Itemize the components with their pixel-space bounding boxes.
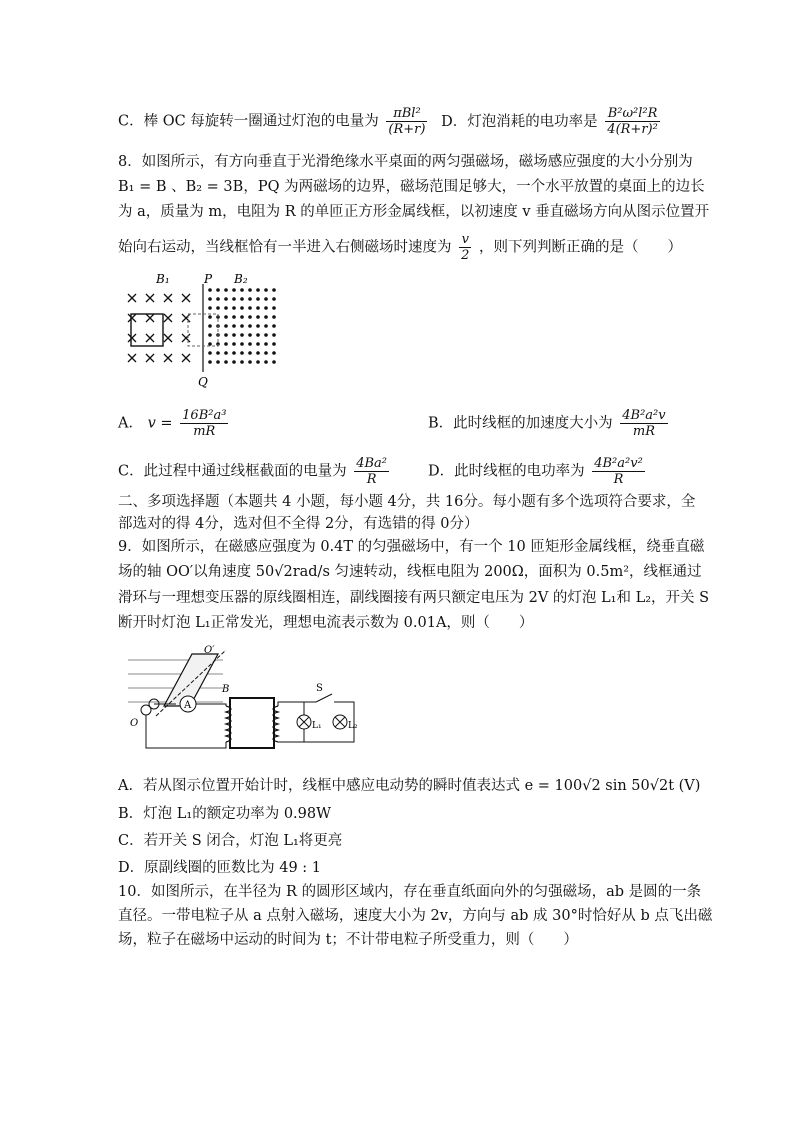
field-dot-symbol [248, 342, 252, 346]
q8-option-a-fraction [180, 408, 228, 439]
field-dot-symbol [208, 333, 212, 337]
q7-options-cd [118, 106, 663, 137]
q8-label-q: Q [198, 375, 208, 389]
field-cross-symbol [128, 294, 136, 302]
q9-switch-gap [316, 698, 334, 706]
q8-option-c-fraction [354, 456, 389, 487]
field-dot-symbol [272, 333, 276, 337]
q7-option-d-numerator: B²ω²l²R [605, 106, 660, 122]
field-dot-symbol [264, 306, 268, 310]
field-dot-symbol [216, 288, 220, 292]
field-dot-symbol [272, 324, 276, 328]
q9-label-b: B [222, 684, 230, 695]
q8-label-p: P [204, 272, 213, 286]
q9-option-d: D．原副线圈的匝数比为 49 : 1 [118, 860, 322, 876]
field-dot-symbol [248, 351, 252, 355]
q8-field-crosses [128, 294, 190, 362]
field-dot-symbol [256, 288, 260, 292]
q8-label-b2: B₂ [234, 272, 248, 286]
q8-option-a-text: A． [118, 415, 143, 432]
field-dot-symbol [232, 342, 236, 346]
field-cross-symbol [182, 334, 190, 342]
q8-option-c [118, 456, 392, 487]
field-dot-symbol [256, 342, 260, 346]
field-dot-symbol [256, 324, 260, 328]
q9-stem-line-4: 断开时灯泡 L₁正常发光，理想电流表示数为 0.01A，则（ ） [118, 615, 534, 631]
q7-option-c-denominator: (R+r) [388, 122, 426, 137]
q9-label-axis: O′ [204, 645, 215, 656]
field-cross-symbol [146, 314, 154, 322]
field-dot-symbol [224, 306, 228, 310]
q7-option-c-fraction [386, 106, 427, 137]
field-dot-symbol [232, 333, 236, 337]
field-dot-symbol [240, 297, 244, 301]
field-dot-symbol [208, 342, 212, 346]
field-cross-symbol [164, 354, 172, 362]
field-dot-symbol [256, 351, 260, 355]
field-cross-symbol [182, 314, 190, 322]
field-dot-symbol [224, 288, 228, 292]
q9-stem-line-3: 滑环与一理想变压器的原线圈相连，副线圈接有两只额定电压为 2V 的灯泡 L₁和 L₂，开关 S [118, 590, 710, 606]
field-dot-symbol [216, 351, 220, 355]
field-dot-symbol [264, 315, 268, 319]
field-cross-symbol [128, 334, 136, 342]
field-dot-symbol [224, 342, 228, 346]
field-cross-symbol [146, 294, 154, 302]
field-dot-symbol [232, 324, 236, 328]
field-dot-symbol [240, 288, 244, 292]
field-dot-symbol [256, 360, 260, 364]
q7-option-d-text: D．灯泡消耗的电功率是 [441, 113, 598, 130]
field-dot-symbol [240, 315, 244, 319]
field-dot-symbol [272, 342, 276, 346]
field-cross-symbol [128, 354, 136, 362]
field-dot-symbol [272, 297, 276, 301]
field-dot-symbol [216, 306, 220, 310]
q10-stem-line-3: 场，粒子在磁场中运动的时间为 t；不计带电粒子所受重力，则（ ） [118, 932, 578, 948]
field-dot-symbol [256, 306, 260, 310]
q9-transformer-circuit-figure [118, 644, 366, 756]
q8-stem-line-4 [118, 232, 682, 263]
field-dot-symbol [224, 351, 228, 355]
q8-option-c-numerator: 4Ba² [356, 456, 387, 471]
field-dot-symbol [240, 324, 244, 328]
field-dot-symbol [208, 360, 212, 364]
q9-option-c: C．若开关 S 闭合，灯泡 L₁将更亮 [118, 833, 343, 849]
field-dot-symbol [264, 288, 268, 292]
field-dot-symbol [240, 360, 244, 364]
q9-option-a: A．若从图示位置开始计时，线框中感应电动势的瞬时值表达式 e = 100√2 sin 50√2t (V) [118, 778, 701, 794]
q8-stem-line-3: 为 a，质量为 m，电阻为 R 的单匝正方形金属线框，以初速度 v 垂直磁场方向从图示位置开 [118, 204, 710, 220]
field-dot-symbol [232, 288, 236, 292]
field-dot-symbol [224, 315, 228, 319]
field-dot-symbol [272, 351, 276, 355]
q10-stem-line-1: 10．如图所示，在半径为 R 的圆形区域内，存在垂直纸面向外的匀强磁场，ab 是圆的一条 [118, 884, 702, 900]
field-dot-symbol [264, 333, 268, 337]
q9-label-l2: L₂ [348, 721, 358, 731]
field-cross-symbol [164, 294, 172, 302]
field-dot-symbol [256, 333, 260, 337]
q7-option-c-text: C．棒 OC 每旋转一圈通过灯泡的电量为 [118, 113, 379, 130]
field-cross-symbol [146, 334, 154, 342]
field-dot-symbol [272, 288, 276, 292]
q8-option-d-text: D．此时线框的电功率为 [428, 463, 585, 480]
field-dot-symbol [232, 297, 236, 301]
field-cross-symbol [182, 294, 190, 302]
field-dot-symbol [232, 315, 236, 319]
field-dot-symbol [240, 333, 244, 337]
field-dot-symbol [248, 297, 252, 301]
field-dot-symbol [264, 360, 268, 364]
field-dot-symbol [240, 342, 244, 346]
q9-stem-line-2: 场的轴 OO′以角速度 50√2rad/s 匀速转动，线框电阻为 200Ω，面积为 0.5m²，线框通过 [118, 564, 702, 580]
q8-option-c-denominator: R [366, 472, 377, 487]
field-cross-symbol [182, 354, 190, 362]
q9-label-s: S [316, 683, 323, 694]
field-dot-symbol [208, 297, 212, 301]
field-cross-symbol [164, 314, 172, 322]
q8-option-b-fraction [620, 408, 667, 439]
field-cross-symbol [164, 334, 172, 342]
field-dot-symbol [224, 333, 228, 337]
field-dot-symbol [248, 306, 252, 310]
field-dot-symbol [224, 324, 228, 328]
field-dot-symbol [208, 306, 212, 310]
field-cross-symbol [146, 354, 154, 362]
field-dot-symbol [264, 342, 268, 346]
field-dot-symbol [272, 360, 276, 364]
q8-option-d-denominator: R [613, 472, 624, 487]
field-dot-symbol [224, 360, 228, 364]
field-dot-symbol [256, 315, 260, 319]
q8-stem-line-4b: ，则下列判断正确的是（ ） [479, 239, 682, 256]
field-dot-symbol [232, 360, 236, 364]
q8-speed-denominator: 2 [461, 248, 470, 263]
field-dot-symbol [208, 288, 212, 292]
field-dot-symbol [264, 297, 268, 301]
q8-option-d [428, 456, 648, 487]
field-dot-symbol [272, 306, 276, 310]
q9-label-l1: L₁ [312, 721, 322, 731]
q8-stem-line-4a: 始向右运动，当线框恰有一半进入右侧磁场时速度为 [118, 239, 452, 256]
field-dot-symbol [248, 315, 252, 319]
q10-stem-line-2: 直径。一带电粒子从 a 点射入磁场，速度大小为 2v，方向与 ab 成 30°时恰好从 b 点飞出磁 [118, 908, 713, 924]
q8-label-b1: B₁ [156, 272, 170, 286]
q7-option-d-fraction [605, 106, 660, 137]
field-dot-symbol [224, 297, 228, 301]
q8-option-a-denominator: mR [193, 424, 216, 439]
q8-option-b [428, 408, 671, 439]
q8-option-b-text: B．此时线框的加速度大小为 [428, 415, 613, 432]
q7-option-d-denominator: 4(R+r)² [607, 122, 658, 137]
field-dot-symbol [232, 306, 236, 310]
q7-option-c-numerator: πBl² [386, 106, 427, 122]
section2-heading-line-2: 部选对的得 4分，选对但不全得 2分，有选错的得 0分） [118, 516, 479, 532]
field-dot-symbol [208, 324, 212, 328]
field-dot-symbol [264, 351, 268, 355]
field-dot-symbol [248, 360, 252, 364]
q8-stem-line-1: 8．如图所示，有方向垂直于光滑绝缘水平桌面的两匀强磁场，磁场感应强度的大小分别为 [118, 154, 693, 170]
field-dot-symbol [216, 297, 220, 301]
q8-stem-line-2: B₁ = B 、B₂ = 3B，PQ 为两磁场的边界，磁场范围足够大，一个水平放置的桌面上的边长 [118, 179, 705, 195]
field-dot-symbol [216, 360, 220, 364]
field-dot-symbol [272, 315, 276, 319]
field-dot-symbol [240, 351, 244, 355]
field-dot-symbol [248, 333, 252, 337]
q9-stem-line-1: 9．如图所示，在磁感应强度为 0.4T 的匀强磁场中，有一个 10 匝矩形金属线框，绕垂直磁 [118, 539, 705, 555]
q8-option-c-text: C．此过程中通过线框截面的电量为 [118, 463, 347, 480]
field-dot-symbol [208, 351, 212, 355]
field-dot-symbol [208, 315, 212, 319]
section2-heading-line-1: 二、多项选择题（本题共 4 小题，每小题 4分，共 16分。每小题有多个选项符合要求，全 [118, 494, 696, 510]
field-dot-symbol [264, 324, 268, 328]
q9-label-o: O [130, 718, 139, 729]
q9-transformer-core [230, 698, 274, 748]
q8-speed-fraction [459, 232, 471, 263]
q8-option-b-denominator: mR [632, 424, 655, 439]
field-dot-symbol [248, 288, 252, 292]
field-dot-symbol [248, 324, 252, 328]
q8-option-a-lhs: v = [147, 415, 173, 432]
field-cross-symbol [128, 314, 136, 322]
q9-wire-bottom [146, 715, 226, 748]
q8-speed-numerator: v [459, 232, 471, 248]
q8-option-d-fraction [592, 456, 645, 487]
field-dot-symbol [232, 351, 236, 355]
q8-option-a [118, 408, 231, 439]
q8-option-a-numerator: 16B²a³ [182, 408, 227, 423]
q9-ammeter-label: A [184, 700, 192, 711]
field-dot-symbol [256, 297, 260, 301]
q9-option-b: B．灯泡 L₁的额定功率为 0.98W [118, 806, 332, 822]
field-dot-symbol [240, 306, 244, 310]
q8-option-b-numerator: 4B²a²v [622, 408, 666, 423]
q9-wire-to-primary [196, 704, 226, 706]
q8-magnetic-field-figure [118, 268, 288, 390]
q8-option-d-numerator: 4B²a²v² [594, 456, 643, 471]
